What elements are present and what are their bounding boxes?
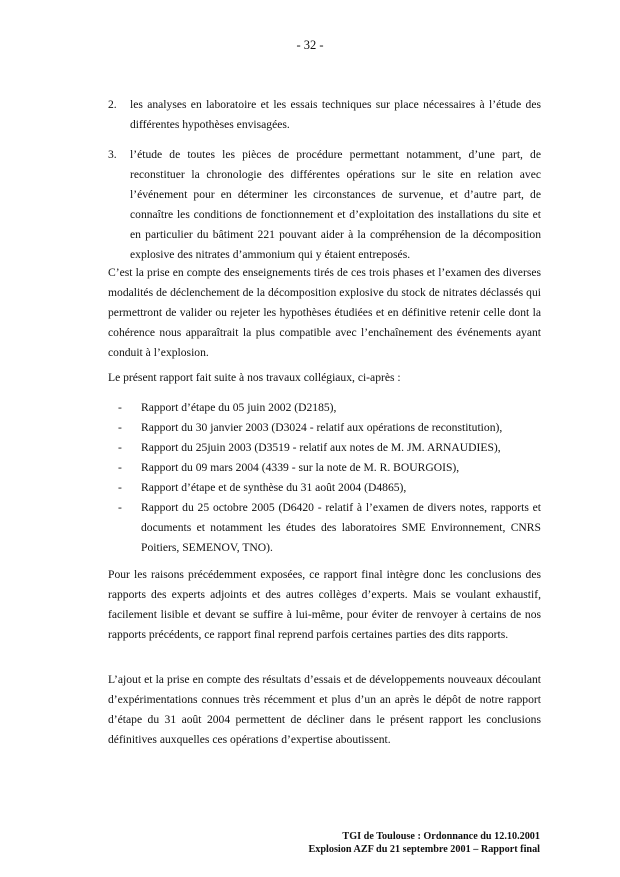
list-item — [108, 478, 541, 498]
dash-marker: - — [118, 501, 122, 514]
footer — [308, 830, 540, 856]
page-number: - 32 - — [296, 38, 324, 52]
report-list — [108, 398, 541, 558]
list-item — [108, 398, 541, 418]
list-item — [108, 458, 541, 478]
footer-court-line: TGI de Toulouse : Ordonnance du 12.10.2001 — [342, 831, 540, 842]
item-number: 3. — [108, 148, 117, 161]
list-item — [108, 418, 541, 438]
list-item — [108, 498, 541, 558]
numbered-item-3 — [108, 145, 541, 265]
report-text: Rapport d’étape et de synthèse du 31 août 2004 (D4865), — [141, 481, 407, 494]
dash-marker: - — [118, 421, 122, 434]
report-text: Rapport du 25 octobre 2005 (D6420 - relatif à l’examen de divers notes, rapports et documents et notamment les études des laboratoires SME Environnement, CNRS Poitiers, SEMENOV, TNO). — [141, 501, 541, 554]
paragraph-intro-reports: Le présent rapport fait suite à nos travaux collégiaux, ci-après : — [108, 371, 401, 384]
dash-marker: - — [118, 401, 122, 414]
item-text: l’étude de toutes les pièces de procédure permettant notamment, d’une part, de reconstituer la chronologie des différentes opérations sur le site en relation avec l’événement pour en déterminer les circonstances de survenue, et d’autre part, de connaître les conditions de fonctionnement et d’exploitation des installations du site et en particulier du bâtiment 221 pouvant aider à la compréhension de la décomposition explosive des nitrates d’ammonium qui y étaient entreposés. — [130, 148, 541, 261]
footer-report-line: Explosion AZF du 21 septembre 2001 – Rapport final — [308, 844, 540, 855]
report-text: Rapport d’étape du 05 juin 2002 (D2185), — [141, 401, 337, 414]
numbered-item-2 — [108, 95, 541, 135]
report-text: Rapport du 25juin 2003 (D3519 - relatif aux notes de M. JM. ARNAUDIES), — [141, 441, 501, 454]
item-number: 2. — [108, 98, 117, 111]
dash-marker: - — [118, 461, 122, 474]
item-text: les analyses en laboratoire et les essais techniques sur place nécessaires à l’étude des différentes hypothèses envisagées. — [130, 98, 541, 131]
paragraph-new-results: L’ajout et la prise en compte des résultats d’essais et de développements nouveaux découlant d’expérimentations connues très récemment et plus d’un an après le dépôt de notre rapport d’étape du 31 août 2004 permettent de décliner dans le présent rapport les conclusions définitives auxquelles ces opérations d’expertise aboutissent. — [108, 673, 541, 746]
paragraph-conclusion-phases: C’est la prise en compte des enseignements tirés de ces trois phases et l’examen des diverses modalités de déclenchement de la décomposition explosive du stock de nitrates déclassés qui permettront de valider ou rejeter les hypothèses étudiées et en définitive retenir celle dont la cohérence nous apparaîtrait la plus compatible avec l’enchaînement des événements ayant conduit à l’explosion. — [108, 266, 541, 359]
report-text: Rapport du 09 mars 2004 (4339 - sur la note de M. R. BOURGOIS), — [141, 461, 460, 474]
dash-marker: - — [118, 481, 122, 494]
paragraph-final-report: Pour les raisons précédemment exposées, ce rapport final intègre donc les conclusions des rapports des experts adjoints et des autres collèges d’experts. Mais se voulant exhaustif, facilement lisible et devant se suffire à lui-même, pour éviter de renvoyer à certains de nos rapports précédents, ce rapport final reprend parfois certaines parties des dits rapports. — [108, 568, 541, 641]
report-text: Rapport du 30 janvier 2003 (D3024 - relatif aux opérations de reconstitution), — [141, 421, 503, 434]
list-item — [108, 438, 541, 458]
dash-marker: - — [118, 441, 122, 454]
